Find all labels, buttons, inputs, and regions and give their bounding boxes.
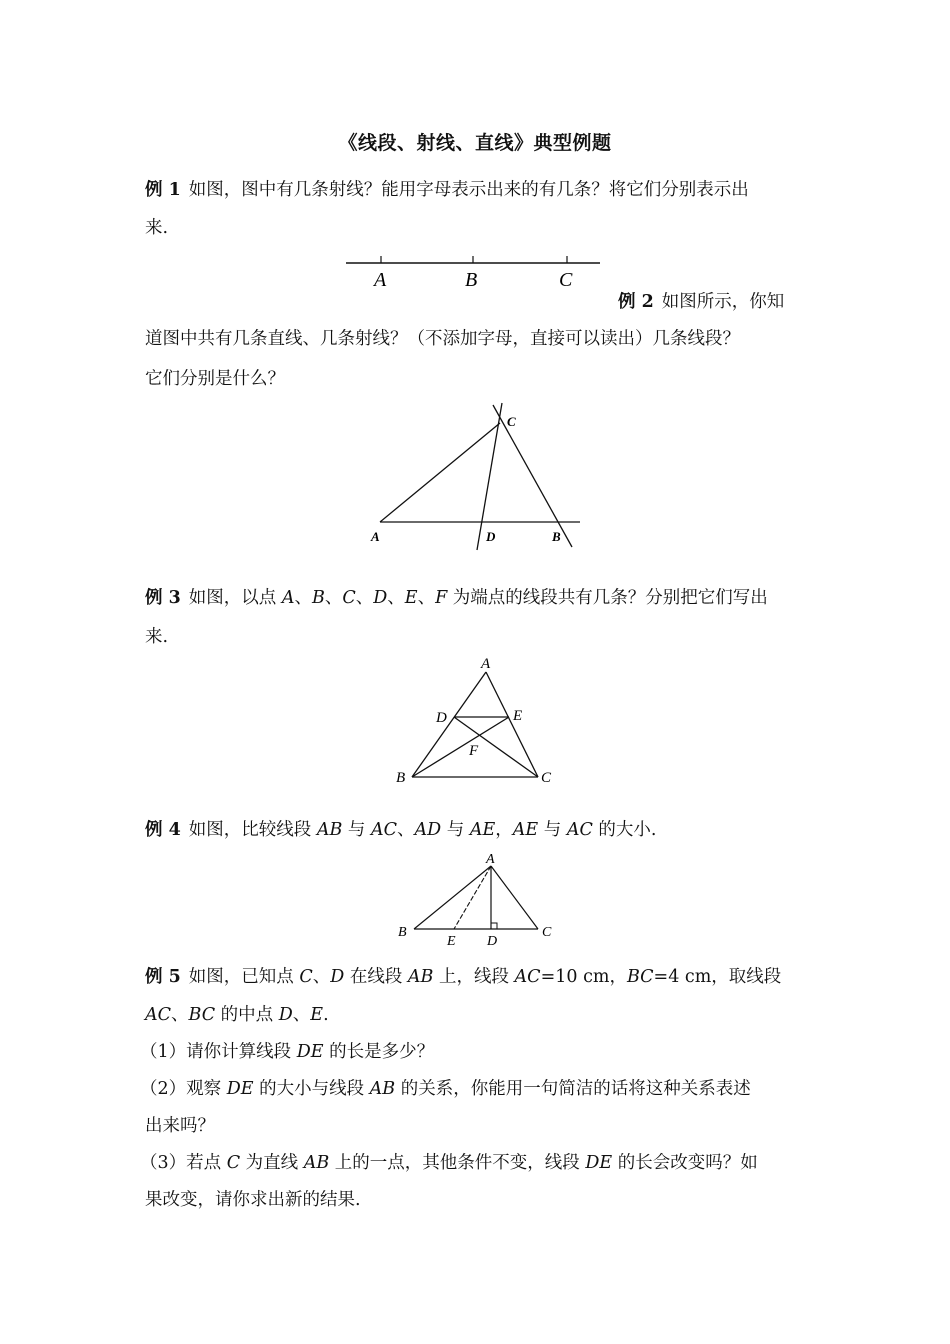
segment-eb xyxy=(412,717,509,777)
example-2-text: 如图所示，你知 xyxy=(661,292,785,312)
example-3-label: 例 3 xyxy=(145,588,181,608)
example-2-line-3: 它们分别是什么？ xyxy=(145,369,285,389)
point-c: C xyxy=(226,1153,241,1173)
example-4-label: 例 4 xyxy=(145,820,181,840)
point-d: D xyxy=(278,1005,293,1025)
example-5-line-2 xyxy=(145,1003,329,1027)
point-b: B xyxy=(311,588,325,608)
text-span: 的大小. xyxy=(592,820,657,840)
text-span: 、 xyxy=(387,588,405,608)
segment-ad: AD xyxy=(414,820,442,840)
text-span: 上的一点，其他条件不变，线段 xyxy=(329,1153,586,1173)
text-span: （3）若点 xyxy=(140,1153,227,1173)
text-span: 、 xyxy=(417,588,436,608)
label-e: E xyxy=(447,934,456,948)
example-2-line-1 xyxy=(618,290,784,314)
text-span: 的关系，你能用一句简洁的话将这种关系表述 xyxy=(395,1079,751,1099)
point-d: D xyxy=(330,967,345,987)
example-5-label: 例 5 xyxy=(145,967,181,987)
segment-ac: AC xyxy=(370,820,398,840)
point-e: E xyxy=(404,588,418,608)
segment-ae xyxy=(454,866,491,929)
label-b: B xyxy=(398,925,407,940)
text-span: 、 xyxy=(397,820,415,840)
segment-ac: AC xyxy=(566,820,593,840)
text-span: 如图，以点 xyxy=(188,588,282,608)
point-a: A xyxy=(281,588,295,608)
line-cd xyxy=(477,403,502,550)
segment-ac xyxy=(486,672,538,777)
text-span: 的长是多少？ xyxy=(323,1042,435,1062)
label-c: C xyxy=(541,770,552,786)
label-c: C xyxy=(559,269,573,291)
question-3-line-1 xyxy=(140,1151,758,1175)
segment-de: DE xyxy=(296,1042,324,1062)
text-span: 、 xyxy=(171,1005,189,1025)
example-4-figure xyxy=(390,848,565,948)
segment-bc: BC xyxy=(188,1005,216,1025)
page-title: 《线段、射线、直线》典型例题 xyxy=(338,132,612,154)
example-5-line-1 xyxy=(145,965,781,989)
segment-ac: AC xyxy=(145,1005,172,1025)
text-span: 、 xyxy=(324,588,343,608)
segment-ae: AE xyxy=(512,820,539,840)
segment-ab xyxy=(412,672,486,777)
label-a: A xyxy=(374,269,387,291)
text-span: 的大小与线段 xyxy=(253,1079,370,1099)
question-2-line-1 xyxy=(140,1077,751,1101)
label-a: A xyxy=(486,852,495,867)
example-2-figure xyxy=(360,395,600,555)
example-1-line-2: 来. xyxy=(145,218,169,238)
label-b: B xyxy=(396,770,406,786)
label-b: B xyxy=(465,269,478,291)
text-span: 如图，比较线段 xyxy=(188,820,317,840)
point-f: F xyxy=(435,588,448,608)
text-span: 在线段 xyxy=(344,967,408,987)
text-span: 为端点的线段共有几条？分别把它们写出 xyxy=(447,588,768,608)
example-3-figure xyxy=(390,652,565,790)
segment-ab: AB xyxy=(303,1153,330,1173)
segment-de: DE xyxy=(585,1153,613,1173)
text-span: 、 xyxy=(292,1005,311,1025)
example-2-line-2: 道图中共有几条直线、几条射线？（不添加字母，直接可以读出）几条线段？ xyxy=(145,329,740,349)
label-a: A xyxy=(481,656,491,672)
question-1 xyxy=(140,1040,434,1064)
segment-dc xyxy=(454,717,538,777)
label-f: F xyxy=(469,743,479,759)
label-d: D xyxy=(486,529,496,544)
example-1-label: 例 1 xyxy=(145,180,181,200)
example-3-line-2: 来. xyxy=(145,627,169,647)
text-span: 与 xyxy=(538,820,567,840)
text-span: ， xyxy=(495,820,513,840)
example-1-figure xyxy=(340,248,610,292)
question-2-line-2: 出来吗？ xyxy=(145,1116,215,1136)
text-span: 如图，已知点 xyxy=(188,967,300,987)
question-3-line-2: 果改变，请你求出新的结果. xyxy=(145,1190,361,1210)
text-span: （2）观察 xyxy=(140,1079,227,1099)
ray-cb xyxy=(493,405,572,547)
segment-ac xyxy=(491,866,538,929)
text-span: =10 cm， xyxy=(540,967,627,987)
text-span: =4 cm，取线段 xyxy=(653,967,782,987)
point-c: C xyxy=(299,967,313,987)
text-span: 的中点 xyxy=(215,1005,279,1025)
text-span: 与 xyxy=(441,820,470,840)
example-1-text: 如图，图中有几条射线？能用字母表示出来的有几条？将它们分别表示出 xyxy=(188,180,749,200)
text-span: 的长会改变吗？如 xyxy=(612,1153,758,1173)
segment-de: DE xyxy=(226,1079,254,1099)
text-span: 、 xyxy=(312,967,331,987)
label-c: C xyxy=(507,414,516,429)
label-c: C xyxy=(542,925,552,940)
segment-ac xyxy=(380,423,500,522)
example-2-label: 例 2 xyxy=(618,292,654,312)
segment-ab xyxy=(414,866,491,929)
text-span: . xyxy=(323,1005,329,1025)
text-span: 、 xyxy=(355,588,374,608)
segment-ac: AC xyxy=(514,967,541,987)
segment-ab: AB xyxy=(407,967,434,987)
text-span: （1）请你计算线段 xyxy=(140,1042,297,1062)
right-angle-mark xyxy=(491,923,497,929)
segment-ab: AB xyxy=(369,1079,396,1099)
text-span: 为直线 xyxy=(240,1153,304,1173)
segment-bc: BC xyxy=(626,967,654,987)
point-d: D xyxy=(373,588,388,608)
label-d: D xyxy=(487,934,498,948)
label-e: E xyxy=(513,708,523,724)
text-span: 与 xyxy=(342,820,371,840)
point-c: C xyxy=(342,588,356,608)
segment-ae: AE xyxy=(469,820,496,840)
example-3-line-1 xyxy=(145,586,768,610)
label-b: B xyxy=(552,529,561,544)
label-d: D xyxy=(436,710,447,726)
point-e: E xyxy=(310,1005,324,1025)
example-4-line xyxy=(145,818,656,842)
label-a: A xyxy=(371,529,380,544)
text-span: 上，线段 xyxy=(433,967,515,987)
text-span: 、 xyxy=(294,588,312,608)
segment-ab: AB xyxy=(316,820,343,840)
example-1-line-1 xyxy=(145,178,749,202)
